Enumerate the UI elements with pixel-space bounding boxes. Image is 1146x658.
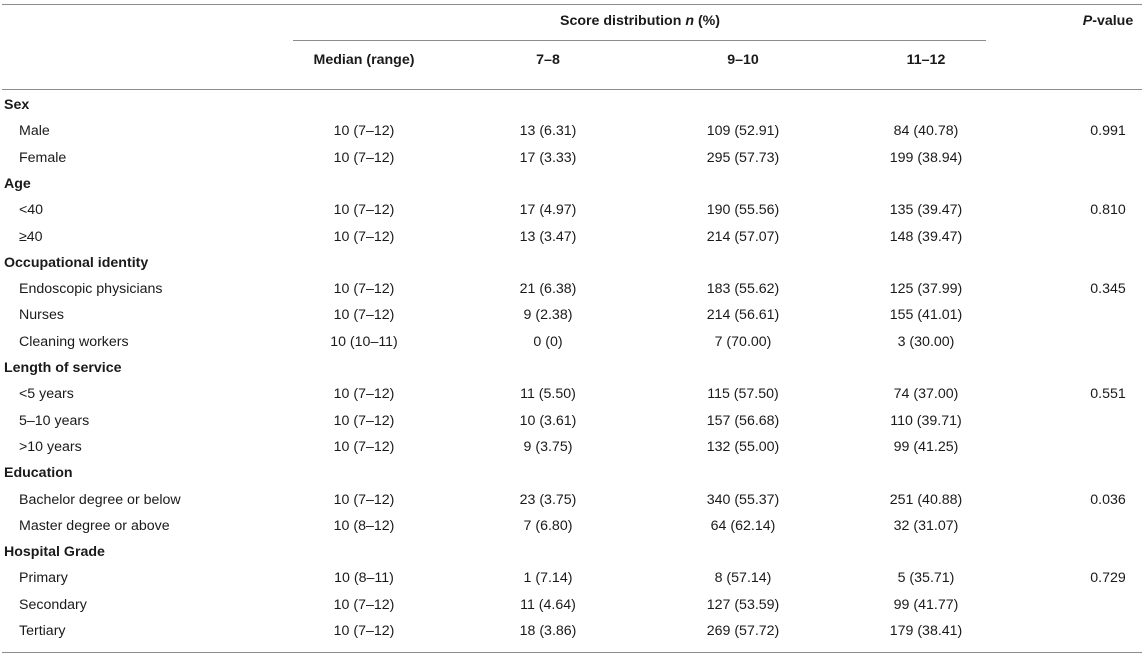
cell-c3: 251 (40.88) bbox=[889, 491, 963, 508]
cell-median: 10 (8–11) bbox=[334, 570, 394, 587]
cell-median: 10 (7–12) bbox=[333, 228, 395, 245]
cell-median: 10 (8–12) bbox=[333, 517, 395, 534]
group-label: Education bbox=[4, 465, 73, 482]
row-label: <40 bbox=[19, 202, 44, 219]
cell-c2: 115 (57.50) bbox=[707, 386, 779, 403]
cell-c2: 190 (55.56) bbox=[706, 202, 780, 219]
spanner-n: n bbox=[685, 13, 694, 29]
table-bottom-rule bbox=[2, 652, 1142, 653]
cell-median: 10 (7–12) bbox=[333, 281, 395, 298]
cell-c3: 5 (35.71) bbox=[897, 570, 955, 587]
cell-c1: 1 (7.14) bbox=[523, 570, 573, 587]
table-top-rule bbox=[2, 4, 1142, 5]
cell-p: 0.810 bbox=[1090, 202, 1126, 219]
cell-c3: 155 (41.01) bbox=[889, 307, 963, 324]
cell-c1: 11 (5.50) bbox=[520, 386, 576, 403]
col-header-7-8: 7–8 bbox=[536, 52, 560, 68]
cell-c1: 11 (4.64) bbox=[520, 596, 576, 613]
row-label: ≥40 bbox=[19, 228, 43, 245]
spanner-suffix: (%) bbox=[694, 13, 721, 29]
col-header-11-12: 11–12 bbox=[906, 52, 946, 68]
row-label: Bachelor degree or below bbox=[19, 491, 181, 508]
group-label: Hospital Grade bbox=[4, 544, 105, 561]
cell-c3: 148 (39.47) bbox=[889, 228, 963, 245]
row-label: Male bbox=[19, 123, 50, 140]
cell-c3: 199 (38.94) bbox=[889, 149, 963, 166]
p-value-header bbox=[1083, 12, 1133, 30]
cell-c3: 74 (37.00) bbox=[893, 386, 959, 403]
cell-c3: 110 (39.71) bbox=[890, 412, 962, 429]
row-label: 5–10 years bbox=[19, 412, 90, 429]
row-label: Nurses bbox=[19, 307, 64, 324]
cell-c2: 269 (57.72) bbox=[706, 623, 780, 639]
cell-c2: 127 (53.59) bbox=[706, 596, 780, 613]
cell-c2: 109 (52.91) bbox=[706, 123, 780, 140]
cell-c3: 84 (40.78) bbox=[893, 123, 959, 140]
cell-c1: 17 (3.33) bbox=[519, 149, 577, 166]
cell-c3: 32 (31.07) bbox=[893, 517, 959, 534]
row-label: Cleaning workers bbox=[19, 333, 129, 350]
col-header-median: Median (range) bbox=[313, 52, 415, 68]
col-header-9-10: 9–10 bbox=[727, 52, 759, 68]
cell-c1: 21 (6.38) bbox=[519, 281, 577, 298]
cell-median: 10 (7–12) bbox=[333, 202, 395, 219]
cell-median: 10 (7–12) bbox=[333, 623, 395, 639]
cell-median: 10 (7–12) bbox=[333, 412, 395, 429]
cell-c2: 214 (57.07) bbox=[706, 228, 780, 245]
score-distribution-header bbox=[560, 12, 720, 30]
cell-c1: 7 (6.80) bbox=[523, 517, 573, 534]
cell-c3: 3 (30.00) bbox=[897, 333, 955, 350]
cell-p: 0.036 bbox=[1090, 491, 1126, 508]
cell-c2: 340 (55.37) bbox=[706, 491, 780, 508]
cell-median: 10 (7–12) bbox=[333, 386, 395, 403]
cell-c1: 9 (3.75) bbox=[523, 438, 573, 455]
spanner-text: Score distribution bbox=[559, 13, 686, 29]
cell-c2: 183 (55.62) bbox=[706, 281, 780, 298]
cell-c1: 9 (2.38) bbox=[523, 307, 573, 324]
cell-p: 0.991 bbox=[1090, 123, 1126, 140]
cell-median: 10 (7–12) bbox=[333, 438, 395, 455]
cell-c1: 0 (0) bbox=[533, 333, 563, 350]
cell-median: 10 (7–12) bbox=[333, 149, 395, 166]
cell-p: 0.345 bbox=[1090, 281, 1126, 298]
row-label: Female bbox=[19, 149, 67, 166]
cell-c1: 23 (3.75) bbox=[519, 491, 577, 508]
cell-c3: 99 (41.77) bbox=[893, 596, 959, 613]
cell-c1: 13 (3.47) bbox=[519, 228, 577, 245]
cell-c2: 214 (56.61) bbox=[706, 307, 780, 324]
cell-c2: 7 (70.00) bbox=[714, 333, 772, 350]
cell-c3: 125 (37.99) bbox=[889, 281, 963, 298]
cell-c1: 18 (3.86) bbox=[519, 623, 577, 639]
cell-c2: 64 (62.14) bbox=[710, 517, 776, 534]
row-label: Secondary bbox=[19, 596, 87, 613]
cell-c1: 17 (4.97) bbox=[519, 202, 577, 219]
p-value-suffix: -value bbox=[1092, 13, 1134, 29]
cell-c1: 10 (3.61) bbox=[519, 412, 577, 429]
cell-c2: 295 (57.73) bbox=[706, 149, 780, 166]
row-label: <5 years bbox=[19, 386, 74, 403]
cell-c3: 99 (41.25) bbox=[893, 438, 959, 455]
cell-c1: 13 (6.31) bbox=[519, 123, 577, 140]
p-letter: P bbox=[1082, 13, 1093, 29]
cell-p: 0.729 bbox=[1090, 570, 1126, 587]
cell-median: 10 (7–12) bbox=[333, 596, 395, 613]
row-label: Primary bbox=[19, 570, 68, 587]
cell-c2: 8 (57.14) bbox=[714, 570, 772, 587]
row-label: Tertiary bbox=[19, 623, 66, 639]
cell-c2: 157 (56.68) bbox=[706, 412, 780, 429]
cell-c2: 132 (55.00) bbox=[706, 438, 780, 455]
cell-median: 10 (10–11) bbox=[330, 333, 398, 350]
header-bottom-rule bbox=[2, 89, 1142, 90]
row-label: Master degree or above bbox=[19, 517, 170, 534]
cell-median: 10 (7–12) bbox=[333, 491, 395, 508]
row-label: >10 years bbox=[19, 438, 82, 455]
row-label: Endoscopic physicians bbox=[19, 281, 163, 298]
cell-median: 10 (7–12) bbox=[333, 307, 395, 324]
group-label: Sex bbox=[4, 97, 30, 113]
cell-median: 10 (7–12) bbox=[333, 123, 395, 140]
cell-c3: 179 (38.41) bbox=[889, 623, 963, 639]
group-label: Occupational identity bbox=[4, 254, 149, 271]
spanner-rule bbox=[293, 40, 986, 41]
group-label: Age bbox=[4, 175, 31, 192]
cell-c3: 135 (39.47) bbox=[889, 202, 963, 219]
group-label: Length of service bbox=[4, 360, 122, 376]
cell-p: 0.551 bbox=[1090, 386, 1126, 403]
